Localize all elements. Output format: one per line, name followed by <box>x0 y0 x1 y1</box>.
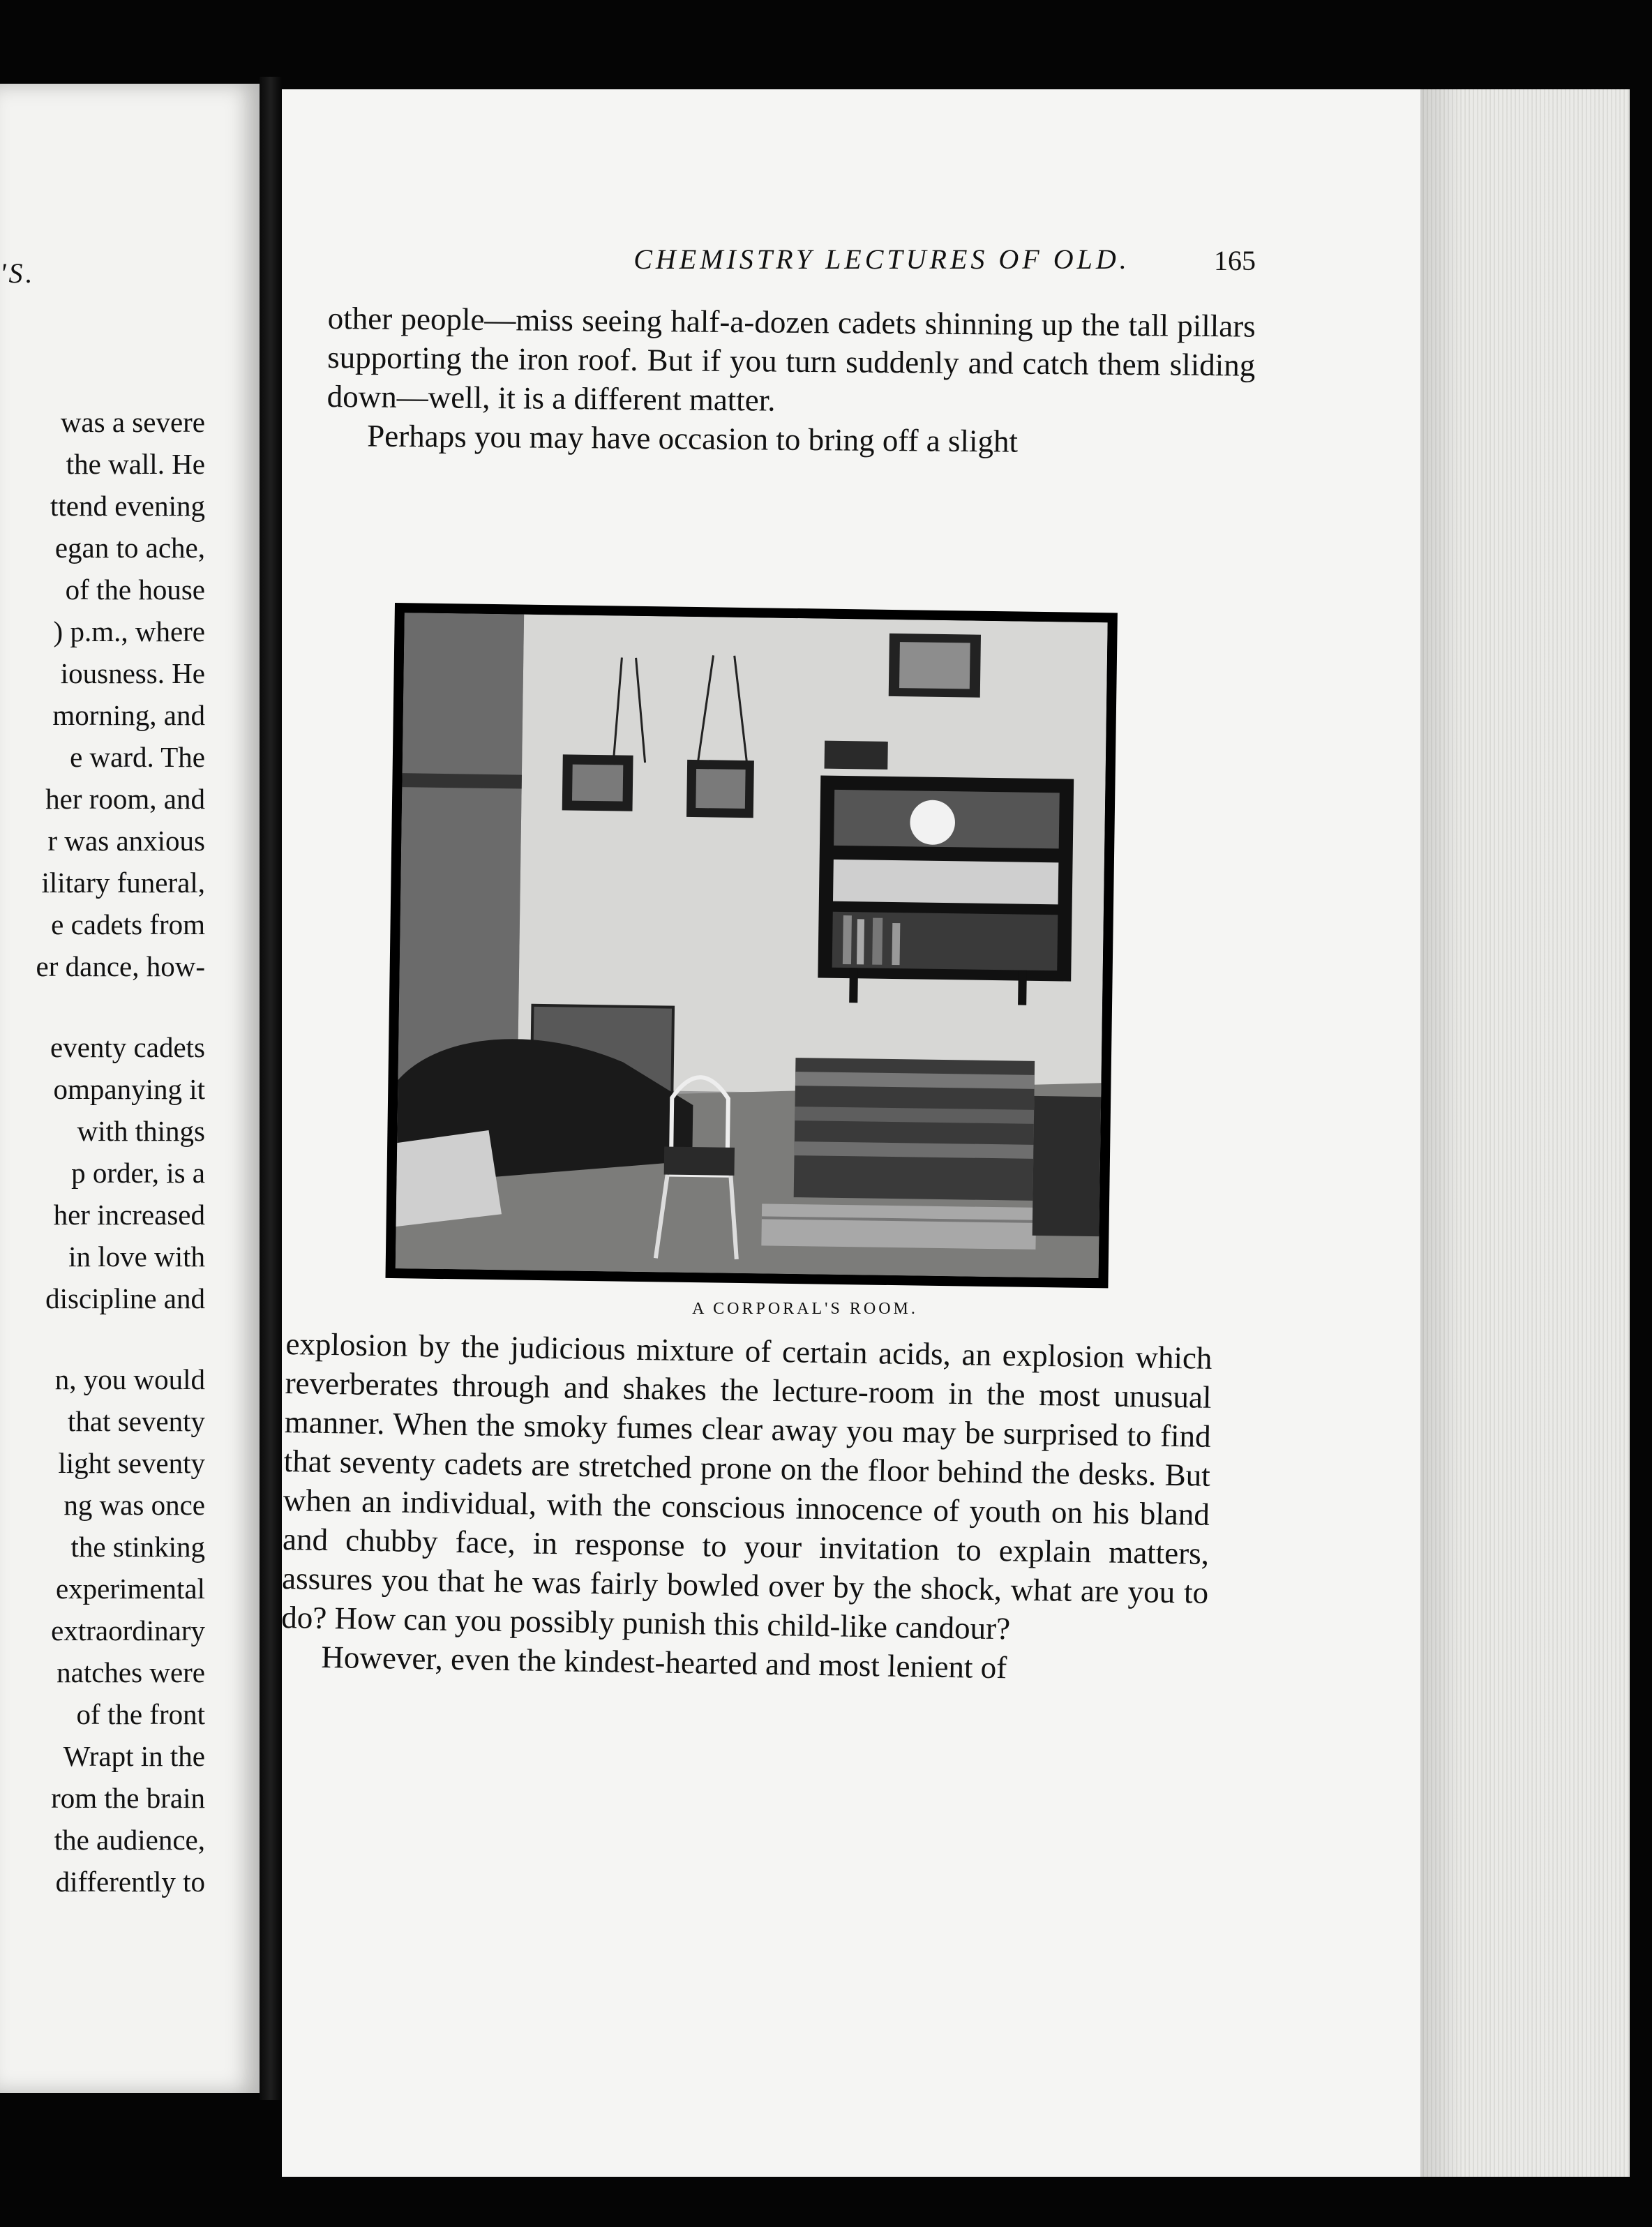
left-text-line: iousness. He <box>60 657 205 689</box>
left-text-line: that seventy <box>68 1405 205 1437</box>
left-text-line: extraordinary <box>51 1614 205 1647</box>
text-block-top <box>326 299 1256 463</box>
left-text-line: experimental <box>55 1573 205 1605</box>
photo-caption: A CORPORAL'S ROOM. <box>692 1300 918 1318</box>
left-text-line: of the house <box>65 573 205 606</box>
page-number: 165 <box>1214 245 1256 276</box>
left-text-line: ) p.m., where <box>53 615 205 647</box>
left-text-line <box>0 987 205 1026</box>
left-text-line: her increased <box>53 1199 205 1231</box>
left-text-line: ilitary funeral, <box>41 867 205 899</box>
left-text-line: eventy cadets <box>50 1031 205 1063</box>
left-text-line: discipline and <box>45 1282 205 1314</box>
left-text-line: rom the brain <box>51 1782 205 1814</box>
left-text-line: morning, and <box>52 699 205 731</box>
left-page <box>0 84 260 2093</box>
paragraph: Perhaps you may have occasion to bring off a slight <box>367 418 1019 459</box>
left-text-line: the stinking <box>70 1531 205 1563</box>
paragraph: However, even the kindest-hearted and most lenient of <box>321 1639 1007 1686</box>
left-text-line: was a severe <box>60 406 205 438</box>
book-spine <box>260 77 282 2100</box>
left-text-line: with things <box>77 1115 205 1147</box>
left-text-line: ompanying it <box>53 1073 205 1105</box>
right-page <box>282 89 1630 2177</box>
left-text-line: differently to <box>55 1866 205 1898</box>
left-text-line: the wall. He <box>66 448 205 480</box>
left-text-line: light seventy <box>58 1447 205 1479</box>
left-text-line: Wrapt in the <box>63 1740 205 1772</box>
paragraph: explosion by the judicious mixture of certain acids, an explosion which reverberates through and shakes the lecture-room in the most unusual manner. When the smoky fumes clear away you may be surprised to find that seventy cadets are stretched prone on the floor behind the desks. But when an individual, with the conscious innocence of youth on his bland and chubby face, in response to your invitation to explain matters, assures you that he was fairly bowled over by the shock, what are you to do? How can you possibly punish this child-like candour? <box>281 1326 1212 1647</box>
left-text-line: ttend evening <box>50 490 205 522</box>
left-text-line: e ward. The <box>70 741 205 773</box>
left-text-line: er dance, how- <box>36 950 205 982</box>
left-text-line: p order, is a <box>71 1157 205 1189</box>
corporal-room-photo <box>385 603 1117 1288</box>
left-page-text <box>0 401 205 1903</box>
room-illustration <box>396 613 1108 1278</box>
left-text-line <box>0 1319 205 1358</box>
left-text-line: ng was once <box>63 1489 205 1521</box>
text-block-bottom <box>280 1324 1212 1690</box>
left-text-line: in love with <box>68 1240 205 1273</box>
left-text-line: her room, and <box>45 783 205 815</box>
left-text-line: the audience, <box>54 1824 205 1856</box>
paragraph: other people—miss seeing half-a-dozen cadets shinning up the tall pillars supporting the iron roof. But if you turn suddenly and catch them sliding down—well, it is a different matter. <box>326 300 1256 418</box>
left-text-line: natches were <box>57 1656 205 1688</box>
left-text-line: n, you would <box>54 1363 205 1395</box>
left-running-head: 'S. <box>0 257 36 289</box>
left-text-line: egan to ache, <box>54 532 205 564</box>
left-text-line: of the front <box>76 1698 205 1730</box>
page-edges <box>1420 89 1630 2177</box>
left-text-line: r was anxious <box>47 825 205 857</box>
left-text-line: e cadets from <box>51 908 205 940</box>
running-head: CHEMISTRY LECTURES OF OLD. <box>633 243 1130 275</box>
